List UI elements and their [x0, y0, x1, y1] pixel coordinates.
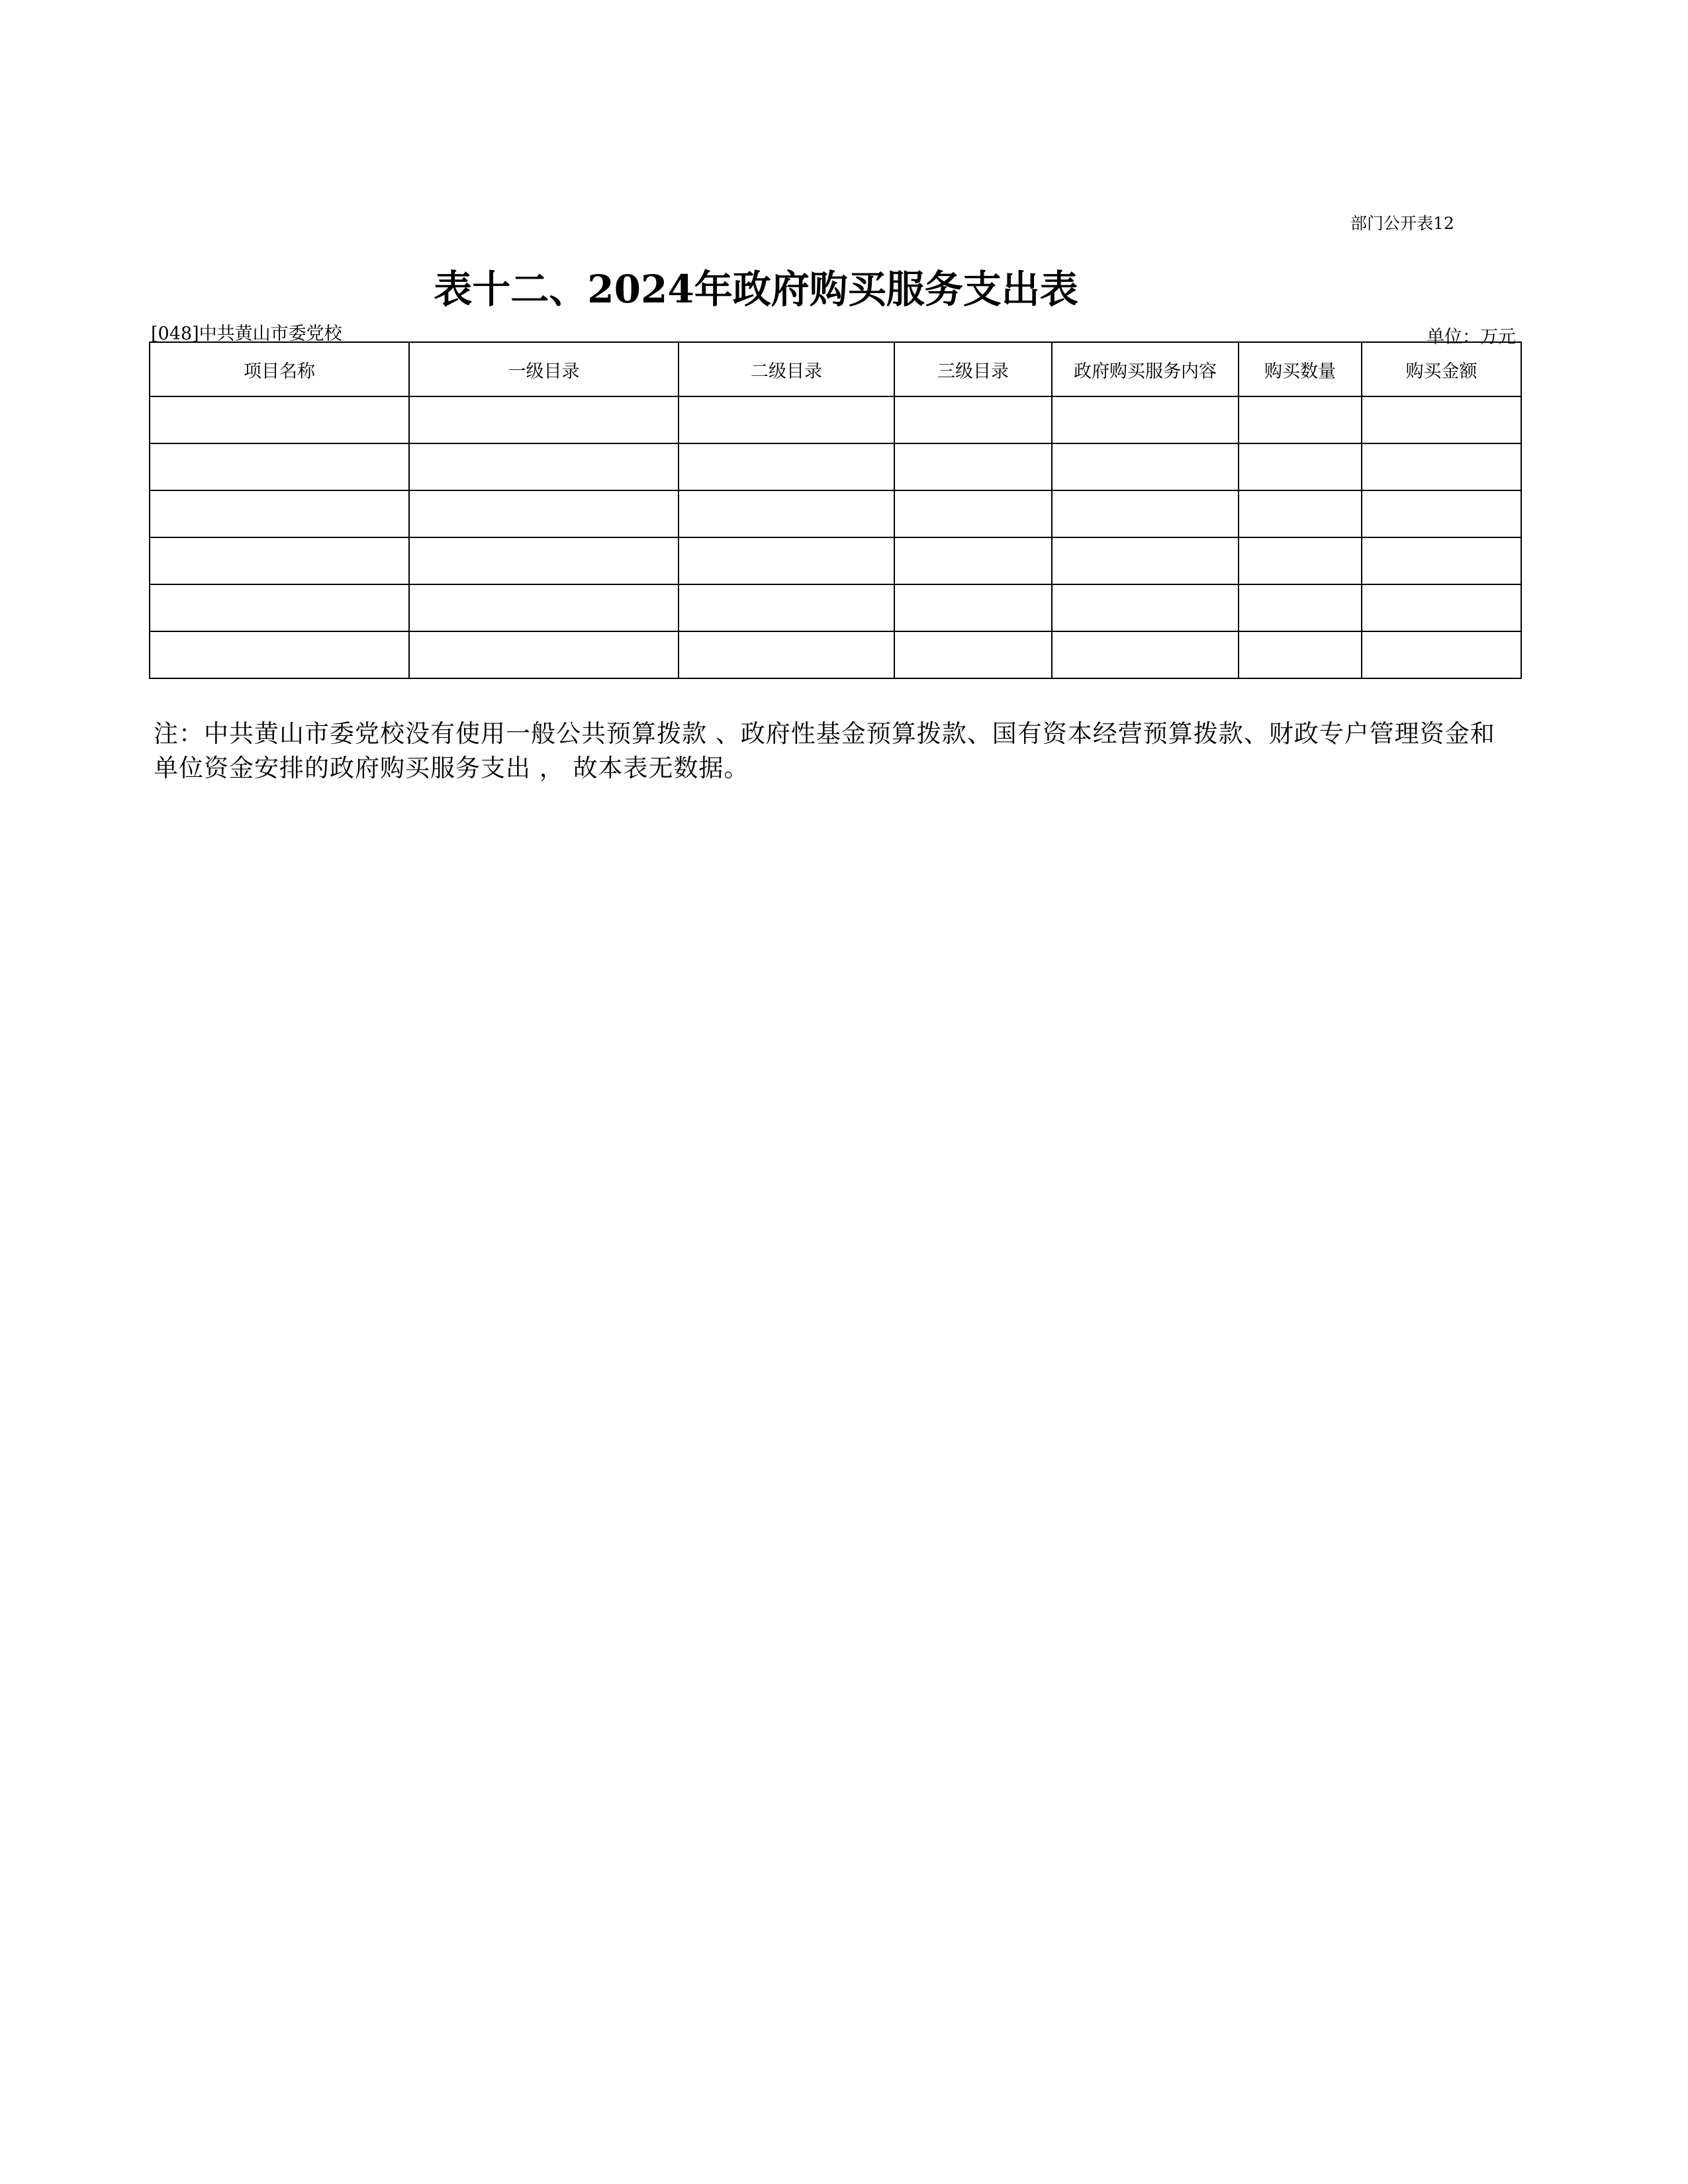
column-header-service-content: 政府购买服务内容	[1052, 342, 1239, 396]
table-cell	[679, 490, 894, 537]
table-cell	[1362, 396, 1521, 443]
table-cell	[409, 631, 679, 678]
table-cell	[409, 443, 679, 490]
table-cell	[409, 490, 679, 537]
table-cell	[150, 537, 409, 584]
column-header-level3-category: 三级目录	[894, 342, 1052, 396]
expense-table	[149, 341, 1522, 679]
table-cell	[679, 631, 894, 678]
table-cell	[409, 584, 679, 631]
table-cell	[1052, 584, 1239, 631]
table-cell	[1239, 396, 1362, 443]
table-cell	[894, 396, 1052, 443]
table-cell	[1239, 443, 1362, 490]
table-row	[150, 490, 1521, 537]
table-cell	[1052, 443, 1239, 490]
table-cell	[1362, 490, 1521, 537]
table-cell	[1052, 631, 1239, 678]
table-cell	[1239, 584, 1362, 631]
table-cell	[1239, 631, 1362, 678]
page-title: 表十二、2024年政府购买服务支出表	[434, 267, 1078, 312]
table-cell	[150, 631, 409, 678]
table-cell	[1052, 396, 1239, 443]
table-cell	[1239, 490, 1362, 537]
table-cell	[679, 537, 894, 584]
table-cell	[150, 584, 409, 631]
table-cell	[894, 584, 1052, 631]
table-cell	[894, 490, 1052, 537]
table-cell	[1362, 537, 1521, 584]
table-cell	[1239, 537, 1362, 584]
footnote: 注：中共黄山市委党校没有使用一般公共预算拨款 、政府性基金预算拨款、国有资本经营预算拨款、财政专户管理资金和单位资金安排的政府购买服务支出 ， 故本表无数据。	[154, 719, 1495, 782]
table-row	[150, 537, 1521, 584]
table-cell	[679, 396, 894, 443]
table-cell	[1362, 631, 1521, 678]
column-header-level1-category: 一级目录	[409, 342, 679, 396]
table-row	[150, 584, 1521, 631]
table-cell	[679, 443, 894, 490]
table-cell	[894, 443, 1052, 490]
table-cell	[1362, 443, 1521, 490]
column-header-quantity: 购买数量	[1239, 342, 1362, 396]
table-cell	[1052, 537, 1239, 584]
table-header-row	[150, 342, 1521, 396]
table-cell	[1052, 490, 1239, 537]
table-row	[150, 396, 1521, 443]
table-cell	[894, 537, 1052, 584]
table-cell	[150, 396, 409, 443]
table-cell	[150, 490, 409, 537]
column-header-amount: 购买金额	[1362, 342, 1521, 396]
table-row	[150, 443, 1521, 490]
table-cell	[409, 537, 679, 584]
table-cell	[679, 584, 894, 631]
column-header-level2-category: 二级目录	[679, 342, 894, 396]
table-cell	[1362, 584, 1521, 631]
unit-label: 单位：万元	[1427, 327, 1516, 347]
table-cell	[894, 631, 1052, 678]
organization-label: [048]中共黄山市委党校	[151, 324, 342, 344]
table-cell	[150, 443, 409, 490]
column-header-project-name: 项目名称	[150, 342, 409, 396]
document-code: 部门公开表12	[1350, 214, 1454, 233]
table-row	[150, 631, 1521, 678]
table-cell	[409, 396, 679, 443]
